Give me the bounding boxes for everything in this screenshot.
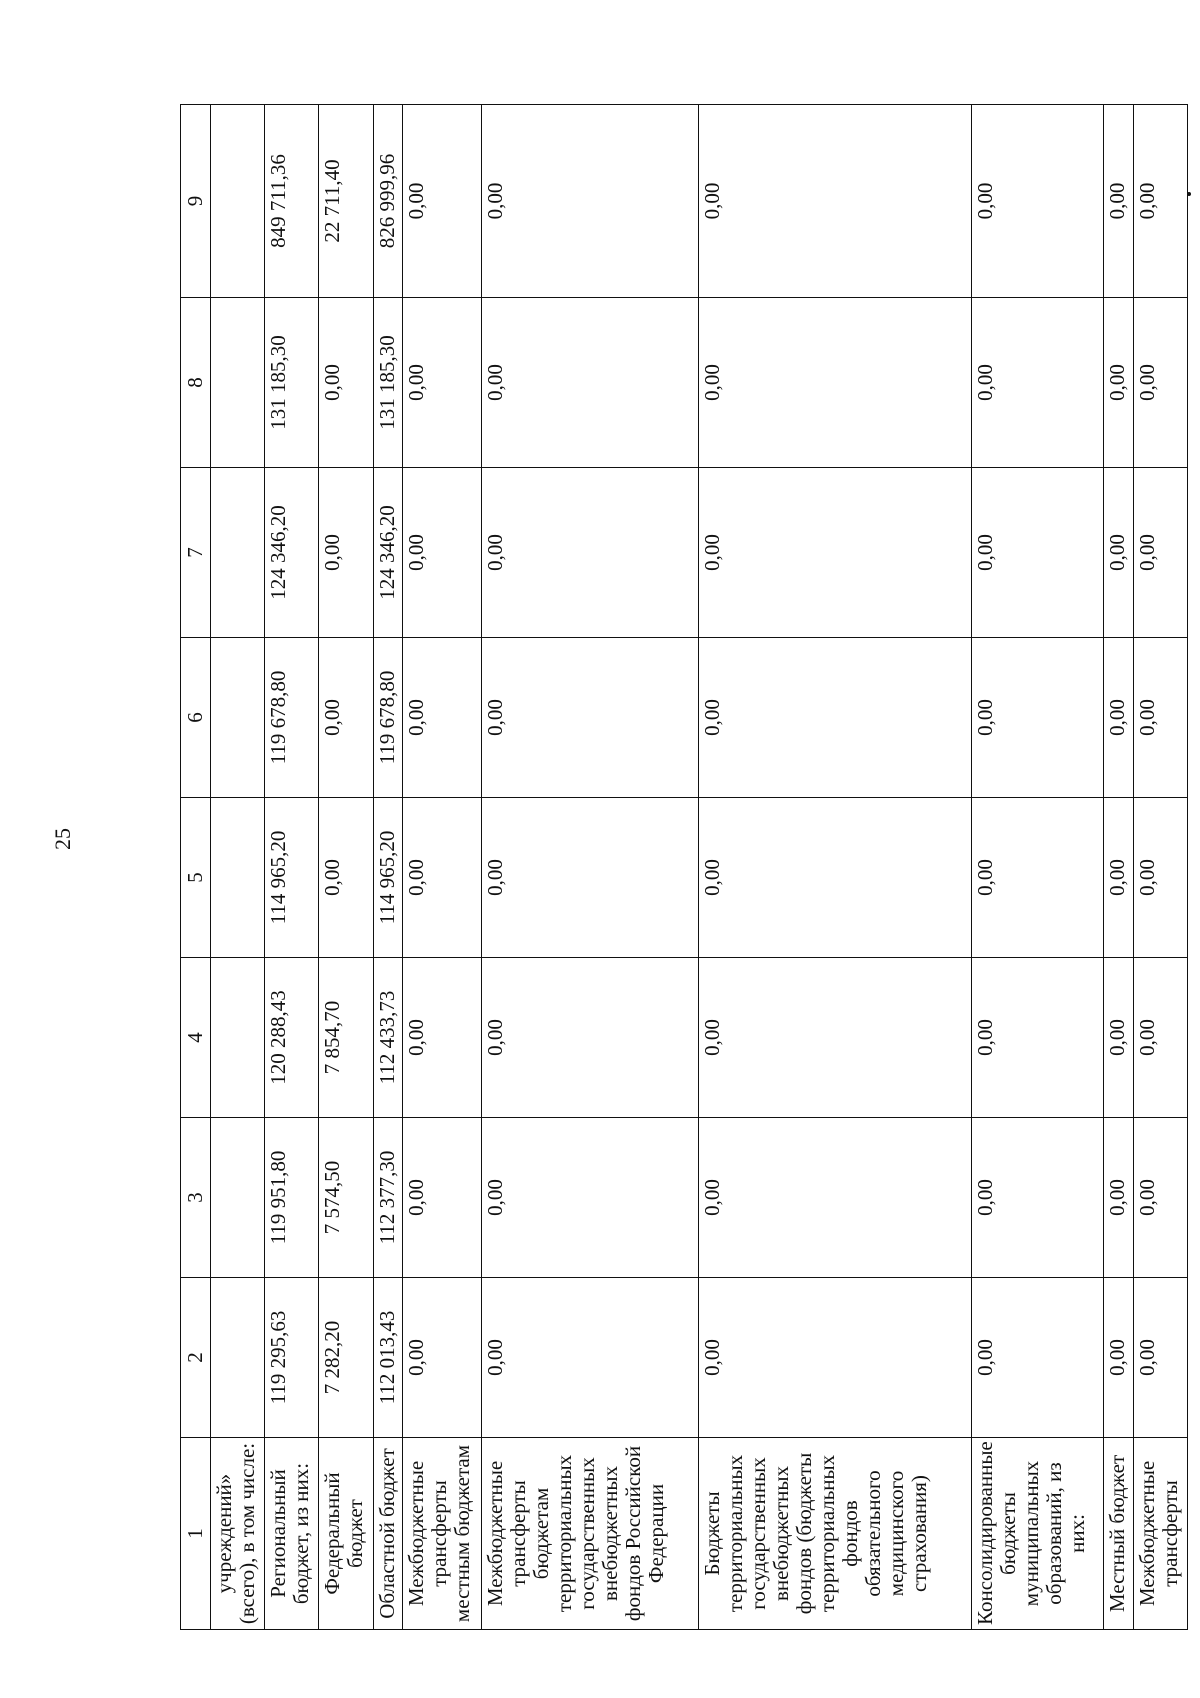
value-cell: 0,00 (1133, 105, 1187, 298)
value-cell: 119 678,80 (265, 638, 319, 798)
value-cell: 0,00 (1103, 1278, 1133, 1438)
value-cell: 0,00 (403, 468, 482, 638)
value-cell: 0,00 (699, 468, 972, 638)
value-cell: 0,00 (971, 468, 1103, 638)
value-cell: 0,00 (482, 1278, 699, 1438)
value-cell (210, 638, 264, 798)
value-cell: 0,00 (319, 298, 373, 468)
row-label: Бюджеты территориальных государственных внебюджетных фондов (бюджеты территориальных фондов обязательного медицинского страхования) (699, 1438, 972, 1630)
value-cell: 0,00 (1133, 298, 1187, 468)
value-cell: 0,00 (403, 638, 482, 798)
value-cell: 22 711,40 (319, 105, 373, 298)
value-cell: 7 854,70 (319, 958, 373, 1118)
value-cell: 0,00 (482, 105, 699, 298)
value-cell: 0,00 (482, 298, 699, 468)
value-cell: 0,00 (482, 1118, 699, 1278)
row-label: Федеральный бюджет (319, 1438, 373, 1630)
column-number: 9 (181, 105, 211, 298)
value-cell: 0,00 (403, 958, 482, 1118)
value-cell: 0,00 (403, 1278, 482, 1438)
value-cell: 114 965,20 (373, 798, 403, 958)
value-cell: 0,00 (1133, 1278, 1187, 1438)
table-row-territorial-funds (699, 105, 972, 1630)
value-cell (210, 105, 264, 298)
value-cell: 119 295,63 (265, 1278, 319, 1438)
value-cell: 131 185,30 (265, 298, 319, 468)
value-cell: 0,00 (403, 105, 482, 298)
value-cell: 112 013,43 (373, 1278, 403, 1438)
value-cell: 0,00 (319, 798, 373, 958)
value-cell: 0,00 (482, 468, 699, 638)
value-cell: 0,00 (482, 638, 699, 798)
value-cell: 0,00 (319, 468, 373, 638)
table-row-regional-budget (265, 105, 319, 1630)
value-cell: 0,00 (971, 105, 1103, 298)
value-cell: 0,00 (971, 798, 1103, 958)
column-number: 7 (181, 468, 211, 638)
row-label: Региональный бюджет, из них: (265, 1438, 319, 1630)
value-cell: 124 346,20 (265, 468, 319, 638)
value-cell: 7 574,50 (319, 1118, 373, 1278)
value-cell: 119 678,80 (373, 638, 403, 798)
rotated-table-container (180, 105, 1188, 1630)
value-cell: 0,00 (699, 1118, 972, 1278)
value-cell: 124 346,20 (373, 468, 403, 638)
value-cell: 0,00 (971, 298, 1103, 468)
value-cell: 0,00 (403, 798, 482, 958)
table-row-transfers-extrabudgetary (482, 105, 699, 1630)
table-row-oblast-budget (373, 105, 403, 1630)
value-cell: 0,00 (971, 1278, 1103, 1438)
value-cell: 0,00 (699, 958, 972, 1118)
value-cell: 112 433,73 (373, 958, 403, 1118)
value-cell: 0,00 (971, 638, 1103, 798)
row-label: Местный бюджет (1103, 1438, 1133, 1630)
value-cell: 0,00 (699, 638, 972, 798)
table-row-continuation (210, 105, 264, 1630)
row-label: Межбюджетные трансферты (1133, 1438, 1187, 1630)
row-label: Областной бюджет (373, 1438, 403, 1630)
value-cell (210, 958, 264, 1118)
value-cell: 0,00 (699, 798, 972, 958)
row-label: Консолидированные бюджеты муниципальных образований, из них: (971, 1438, 1103, 1630)
value-cell: 0,00 (1133, 638, 1187, 798)
value-cell (210, 1118, 264, 1278)
column-number: 6 (181, 638, 211, 798)
column-number: 8 (181, 298, 211, 468)
value-cell: 0,00 (403, 298, 482, 468)
value-cell: 0,00 (1103, 638, 1133, 798)
value-cell: 0,00 (1133, 1118, 1187, 1278)
value-cell: 0,00 (403, 1118, 482, 1278)
column-number: 3 (181, 1118, 211, 1278)
value-cell: 0,00 (1103, 1118, 1133, 1278)
header-row (181, 105, 211, 1630)
page-number: 25 (50, 828, 75, 850)
value-cell: 0,00 (1103, 105, 1133, 298)
table-row-transfers-local (403, 105, 482, 1630)
value-cell: 0,00 (482, 958, 699, 1118)
value-cell: 0,00 (699, 298, 972, 468)
table-row-transfers (1133, 105, 1187, 1630)
value-cell: 112 377,30 (373, 1118, 403, 1278)
value-cell: 131 185,30 (373, 298, 403, 468)
value-cell: 0,00 (319, 638, 373, 798)
row-label: Межбюджетные трансферты бюджетам территориальных государственных внебюджетных фондов Российской Федерации (482, 1438, 699, 1630)
value-cell: 826 999,96 (373, 105, 403, 298)
value-cell: 0,00 (1103, 298, 1133, 468)
value-cell: 0,00 (971, 958, 1103, 1118)
table-row-federal-budget (319, 105, 373, 1630)
value-cell (210, 798, 264, 958)
row-label: учреждений» (всего), в том числе: (210, 1438, 264, 1630)
column-number: 1 (181, 1438, 211, 1630)
value-cell: 119 951,80 (265, 1118, 319, 1278)
value-cell: 0,00 (1133, 468, 1187, 638)
value-cell: 120 288,43 (265, 958, 319, 1118)
table-row-consolidated-municipal (971, 105, 1103, 1630)
value-cell (210, 1278, 264, 1438)
column-number: 2 (181, 1278, 211, 1438)
row-label: Межбюджетные трансферты местным бюджетам (403, 1438, 482, 1630)
value-cell: 0,00 (699, 1278, 972, 1438)
value-cell: 0,00 (1103, 468, 1133, 638)
value-cell: 849 711,36 (265, 105, 319, 298)
value-cell: 0,00 (1133, 958, 1187, 1118)
value-cell: 0,00 (971, 1118, 1103, 1278)
value-cell (210, 468, 264, 638)
value-cell: 114 965,20 (265, 798, 319, 958)
column-number: 4 (181, 958, 211, 1118)
value-cell: 0,00 (1103, 798, 1133, 958)
table-row-local-budget (1103, 105, 1133, 1630)
value-cell: 0,00 (699, 105, 972, 298)
value-cell: 0,00 (1103, 958, 1133, 1118)
budget-table (180, 104, 1188, 1630)
value-cell: 0,00 (1133, 798, 1187, 958)
column-number: 5 (181, 798, 211, 958)
value-cell (210, 298, 264, 468)
value-cell: 7 282,20 (319, 1278, 373, 1438)
value-cell: 0,00 (482, 798, 699, 958)
